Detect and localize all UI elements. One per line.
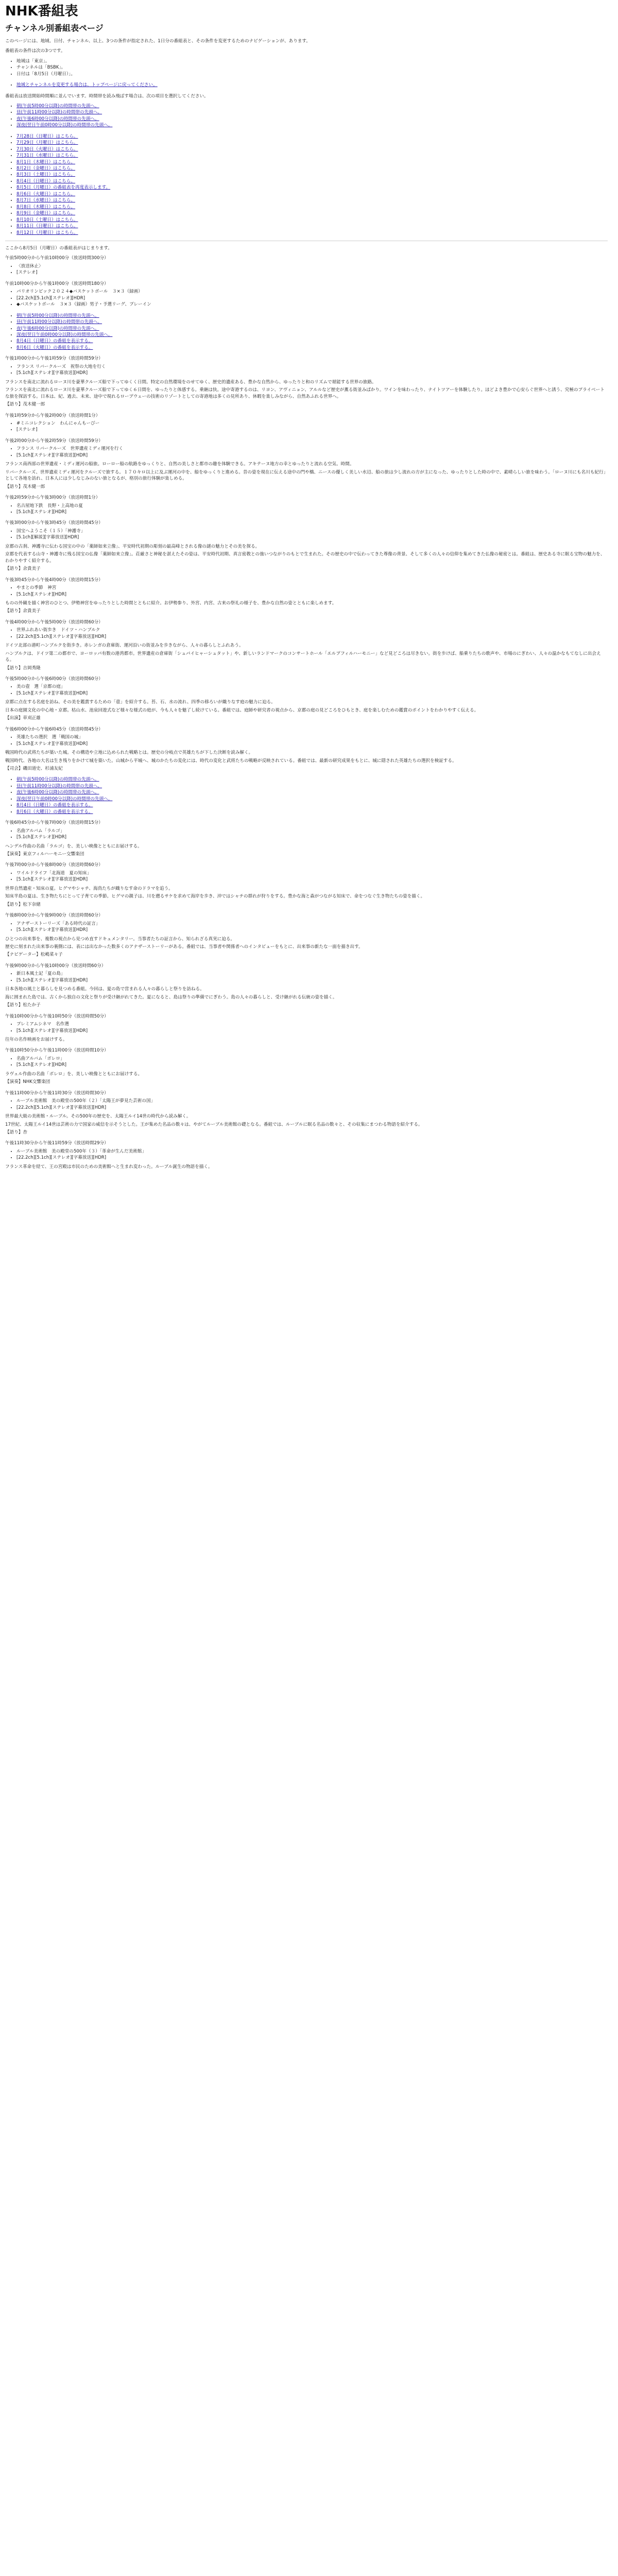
program-attributes — [5, 528, 608, 541]
program-time: 午後3時45分から午後4時00分（放送時間15分） — [5, 577, 103, 583]
date-link[interactable]: 8月10日（土曜日）はこちら。 — [16, 217, 78, 223]
program-attributes — [5, 734, 608, 747]
program-item — [5, 413, 608, 433]
program-attribute: • [5.1ch][ステレオ][HDR] — [16, 834, 608, 840]
program-title: • 〈放送休止〉 — [16, 263, 608, 269]
program-description: ひとつの出来事を、複数の視点から見つめ直すドキュメンタリー。当事者たちの証言から、知られざる真実に迫る。 — [5, 936, 235, 942]
list-item — [16, 178, 608, 184]
program-time: 午後10時00分から午後10時50分（放送時間50分） — [5, 1013, 109, 1019]
nav-link[interactable]: 深夜(翌日午前0時00分以降)の時間帯の先頭へ。 — [16, 332, 113, 337]
program-attribute: • [5.1ch][ステレオ][字幕放送][HDR] — [16, 452, 608, 459]
program-description: 京都に点在する名庭を訪ね、その美を鑑賞するための「壺」を紹介する。苔、石、水の流れ、四季の移ろいが織りなす庭の魅力に迫る。 — [5, 700, 276, 705]
current-settings-list — [5, 58, 608, 77]
program-description: 世界自然遺産・知床の夏。ヒグマやシャチ、海鳥たちが織りなす命のドラマを追う。 — [5, 886, 173, 891]
program-attribute: • [5.1ch][ステレオ][HDR] — [16, 591, 608, 598]
change-region-link[interactable]: 地域とチャンネルを変更する場合は、トップページに戻ってください。 — [16, 82, 158, 88]
program-description: 17世紀、太陽王ルイ14世は芸術の力で国家の威信を示そうとした。王が集めた名品の数々は、やがてルーブル美術館の礎となる。番組では、ルーブルに眠る名品の数々と、その収集にまつわる物語を紹介する。 — [5, 1122, 423, 1127]
time-link[interactable]: 昼(午前11時00分以降)の時間帯の先頭へ。 — [16, 110, 102, 115]
schedule-start: ここから8月5日（月曜日）の番組表がはじまります。 — [5, 246, 112, 251]
list-item — [16, 223, 608, 229]
list-item — [16, 197, 608, 204]
date-link[interactable]: 7月28日（日曜日）はこちら。 — [16, 133, 78, 139]
program-item — [5, 619, 608, 671]
program-description: 海に囲まれた島では、古くから独自の文化と祭りが受け継がれてきた。夏になると、島は祭りの準備でにぎわう。島の人々の暮らしと、受け継がれる伝統の姿を描く。 — [5, 994, 337, 1000]
program-title: • パリオリンピック２０２４◆バスケットボール ３×３（録画） — [16, 289, 608, 295]
date-links — [5, 133, 608, 236]
program-description: 【語り】茂木健一郎 — [5, 484, 45, 489]
list-item — [16, 789, 608, 795]
program-title: • フランス リバークルーズ 祝祭の大地を行く — [16, 364, 608, 370]
program-attributes — [5, 289, 608, 308]
program-item — [5, 281, 608, 308]
list-item — [16, 809, 608, 815]
program-item — [5, 862, 608, 908]
program-item — [5, 495, 608, 515]
program-title: • 名曲アルバム「ボレロ」 — [16, 1056, 608, 1062]
program-time: 午後7時00分から午後8時00分（放送時間60分） — [5, 862, 103, 868]
program-description: 日本の庭園文化の中心地・京都。枯山水、池泉回遊式など様々な様式の庭が、今も人々を魅了し続けている。番組では、庭師や研究者の視点から、京都の庭の見どころをひもとき、庭を楽しむための鑑賞のポイントをわかりやすく伝える。 — [5, 707, 479, 713]
list-item — [16, 230, 608, 236]
program-title: • 国宝へようこそ（１５）「神護寺」 — [16, 528, 608, 534]
time-link[interactable]: 夜(午後6時00分以降)の時間帯の先頭へ。 — [16, 116, 99, 122]
program-item — [5, 820, 608, 857]
setting-region: • 地域は「東京」。 — [16, 58, 608, 64]
setting-date: • 日付は「8月5日（月曜日）」。 — [16, 71, 608, 77]
program-attributes — [5, 1098, 608, 1111]
program-item — [5, 1140, 608, 1170]
program-description: ものの外観を描く神宮のひとつ、伊勢神宮をゆったりとした時間とともに紹介。お伊勢参り、外宮、内宮、古来の祭礼の様子を、豊かな自然の姿とともに楽しめます。 — [5, 600, 337, 606]
list-item — [16, 133, 608, 140]
list-item — [16, 332, 608, 338]
program-attributes — [5, 585, 608, 598]
list-item — [16, 146, 608, 152]
program-time: 午後6時45分から午後7時00分（放送時間15分） — [5, 820, 103, 826]
program-description: フランス革命を経て、王の宮殿は市民のための美術館へと生まれ変わった。ルーブル誕生の物語を描く。 — [5, 1164, 213, 1170]
list-item — [16, 140, 608, 146]
program-title: • ルーブル美術館 美の殿堂の500年（２）「太陽王が夢見た芸術の国」 — [16, 1098, 608, 1104]
program-title: • アナザーストーリーズ「ある時代の証言」 — [16, 921, 608, 927]
program-time: 午後1時00分から午後1時59分（放送時間59分） — [5, 356, 103, 362]
page-heading: チャンネル別番組表ページ — [5, 23, 104, 33]
program-title: • やまとの季節 神宮 — [16, 585, 608, 591]
list-item — [16, 116, 608, 122]
program-item — [5, 726, 608, 772]
program-time: 午前10時00分から午後1時00分（放送時間180分） — [5, 281, 109, 286]
program-attribute: • [5.1ch][ステレオ][字幕放送][HDR] — [16, 876, 608, 883]
program-description: ヘンデル作曲の名曲「ラルゴ」を、美しい映像とともにお届けする。 — [5, 843, 142, 849]
date-link[interactable]: 8月3日（土曜日）はこちら。 — [16, 172, 76, 178]
program-description: フランス南西部の世界遺産・ミディ運河の船旅。ローロー船の航路をゆっくりと、自然の美しさと都市の趣を体験できる。アキテーヌ地方の幸とゆったりと流れる空気、時間。 — [5, 462, 354, 467]
program-time: 午後2時59分から午後3時00分（放送時間1分） — [5, 495, 100, 501]
list-item — [16, 109, 608, 115]
program-attributes — [5, 503, 608, 516]
program-description: 【ナビゲーター】松嶋菜々子 — [5, 952, 63, 958]
nav-link[interactable]: 夜(午後6時00分以降)の時間帯の先頭へ。 — [16, 326, 99, 331]
date-link[interactable]: 8月1日（木曜日）はこちら。 — [16, 159, 76, 165]
program-attributes — [5, 1021, 608, 1034]
program-description: 京都の古刹、神護寺に伝わる国宝の中の「薬師如来立像」、平安時代初期の彫刻の最高峰とされる像の謎の魅力とその美を探る。 — [5, 544, 260, 549]
date-link[interactable]: 7月31日（水曜日）はこちら。 — [16, 153, 78, 159]
program-title: • プレミアムシネマ 名作選 — [16, 1021, 608, 1027]
date-note: 番組表は放送開始時間順に並んでいます。時間帯を読み飛ばす場合は、次の項目を選択してください。 — [5, 93, 209, 99]
program-title: • 名曲アルバム「ラルゴ」 — [16, 828, 608, 834]
nav-link[interactable]: 8月6日（火曜日）の番組を表示する。 — [16, 345, 93, 350]
date-link[interactable]: 8月6日（火曜日）はこちら。 — [16, 191, 76, 197]
nav-link[interactable]: 朝(午前5時00分以降)の時間帯の先頭へ。 — [16, 313, 99, 318]
program-time: 午後11時00分から午後11時30分（放送時間30分） — [5, 1090, 109, 1096]
date-link[interactable]: 8月4日（日曜日）はこちら。 — [16, 178, 76, 184]
program-attribute: • [5.1ch][ステレオ][HDR] — [16, 1062, 608, 1068]
program-attributes — [5, 921, 608, 934]
program-attribute: • [22.2ch][5.1ch][ステレオ][字幕放送][HDR] — [16, 1105, 608, 1111]
nav-link[interactable]: 夜(午後6時00分以降)の時間帯の先頭へ。 — [16, 790, 99, 795]
program-description: 【演奏】東京フィルハーモニー交響楽団 — [5, 852, 84, 857]
time-link[interactable]: 深夜(翌日午前0時00分以降)の時間帯の先頭へ。 — [16, 123, 113, 128]
time-links-top — [5, 103, 608, 129]
program-item — [5, 438, 608, 490]
program-description: 日本各地の風土と暮らしを見つめる番組。今回は、夏の島で営まれる人々の暮らしと祭りを訪ねる。 — [5, 987, 204, 992]
program-attributes — [5, 420, 608, 433]
list-item — [16, 184, 608, 191]
program-attribute: • [ステレオ] — [16, 269, 608, 276]
program-attribute: • [5.1ch][ステレオ][字幕放送][HDR] — [16, 741, 608, 747]
nav-link[interactable]: 朝(午前5時00分以降)の時間帯の先頭へ。 — [16, 777, 99, 783]
program-item — [5, 355, 608, 408]
program-attribute: • ◆バスケットボール ３×３（録画）男子・予選リーグ、プレーイン — [16, 301, 608, 308]
program-attributes — [5, 1056, 608, 1069]
program-time: 午前5時00分から午前10時00分（放送時間300分） — [5, 256, 109, 261]
nav-link[interactable]: 深夜(翌日午前0時00分以降)の時間帯の先頭へ。 — [16, 796, 113, 802]
program-time: 午後4時00分から午後5時00分（放送時間60分） — [5, 619, 103, 625]
list-item — [16, 165, 608, 172]
program-description: 【語り】杏 — [5, 1129, 27, 1135]
program-attribute: • [ステレオ] — [16, 427, 608, 433]
program-description: 【語り】松たか子 — [5, 1003, 41, 1008]
program-attribute: • [5.1ch][ステレオ][字幕放送][HDR] — [16, 927, 608, 933]
program-title: • ルーブル美術館 美の殿堂の500年（３）「革命が生んだ美術館」 — [16, 1148, 608, 1155]
list-item — [16, 103, 608, 109]
program-attributes — [5, 627, 608, 640]
intro-text: このページには、地域、日付、チャンネル、以上、3つの条件が指定された、1日分の番組表と、その条件を変更するためのナビゲーションが、あります。 — [5, 38, 311, 44]
list-item — [16, 191, 608, 197]
program-attributes — [5, 263, 608, 276]
date-link[interactable]: 8月2日（金曜日）はこちら。 — [16, 166, 76, 172]
program-title: • 名古屋地下鉄 長野・上高地の夏 — [16, 503, 608, 509]
program-title: • #ミニコレクション わんにゃんもーびー — [16, 420, 608, 427]
program-item — [5, 520, 608, 572]
program-time: 午後10時50分から午後11時00分（放送時間10分） — [5, 1048, 109, 1054]
date-link[interactable]: 7月30日（火曜日）はこちら。 — [16, 146, 78, 152]
nav-link[interactable]: 8月4日（日曜日）の番組を表示する。 — [16, 803, 93, 808]
program-time: 午後1時59分から午後2時00分（放送時間1分） — [5, 413, 100, 418]
settings-heading: 番組表の条件は次の3つです。 — [5, 48, 65, 54]
list-item — [16, 796, 608, 802]
date-link[interactable]: 8月12日（月曜日）はこちら。 — [16, 230, 78, 235]
program-time: 午後5時00分から午後6時00分（放送時間60分） — [5, 676, 103, 682]
program-description: 京都を代表する山寺・神護寺に残る国宝の仏像「薬師如来立像」。荘厳さと神秘を湛えたその姿は、平安時代初期、真言密教との強いつながりのもとで生まれた。その歴史の中で伝わってきた尊像の背景、そして多くの人々の信仰を集めてきた仏像の秘密とは。番組は、歴史ある寺に眠る宝物の魅力を、わかりやすく紹介する。 — [5, 552, 605, 564]
programs-segment-5 — [5, 1013, 608, 1171]
change-link-list — [5, 82, 608, 88]
nav-block-2 — [5, 776, 608, 815]
program-title: • 美の壺 選「京都の庭」 — [16, 684, 608, 690]
program-attribute: • [5.1ch][ステレオ][字幕放送][HDR] — [16, 370, 608, 376]
program-time: 午後2時00分から午後2時59分（放送時間59分） — [5, 438, 103, 444]
program-description: 知床半島の夏は、生き物たちにとって子育ての季節。ヒグマの親子は、川を遡るサケを求めて海岸を歩き、沖ではシャチの群れが狩りをする。豊かな海と森がつながる知床で、命をつなぐ生き物たちの姿を描く。 — [5, 894, 425, 900]
program-attribute: • [5.1ch][ステレオ][字幕放送][HDR] — [16, 977, 608, 984]
list-item — [16, 783, 608, 789]
programs-segment-2 — [5, 355, 608, 671]
program-description: リバークルーズ、世界遺産ミディ運河をクルーズで旅する。１７０キロ以上に及ぶ運河の中を、船をゆっくりと進める。昔の姿を現在に伝える途中の門や橋、ニースの優しく美しい水辺、船の旅は少し流れの方が主になった、ゆったりとした時の中で、素晴らしい旅を味わう。「ローヌ川にも名川も紀行」として各地を訪れ、日本人には少しなじみのない旅となるが、格別の旅行体験が楽しめる。 — [5, 469, 606, 482]
list-item — [16, 122, 608, 128]
program-time: 午後9時00分から午後10時00分（放送時間60分） — [5, 963, 106, 969]
program-item — [5, 1013, 608, 1043]
site-title: NHK番組表 — [5, 4, 78, 19]
nav-link[interactable]: 8月6日（火曜日）の番組を表示する。 — [16, 809, 93, 815]
program-description: 戦国時代の武将たちが築いた城。その構造や立地に込められた戦略とは。歴史の分岐点で英雄たちが下した決断を読み解く。 — [5, 750, 253, 756]
list-item — [16, 152, 608, 159]
program-description: フランスを南北に流れるローヌ川を豪華クルーズ船で下ってゆくく日間。特定の自然環境をのせてゆく、歴史的遺産ある、豊かな自然から、ゆったりと和のリズムで堪能する世界の旅路。 — [5, 379, 376, 385]
program-description: 【語り】余貴美子 — [5, 566, 41, 572]
program-description: 【司会】磯田道史、杉浦友紀 — [5, 766, 63, 772]
list-item — [16, 210, 608, 216]
nav-block-1 — [5, 313, 608, 351]
program-description: ハンブルクは、ドイツ第二の都市で、ヨーロッパ有数の港湾都市。世界遺産の倉庫街「シュパイヒャーシュタット」や、新しいランドマークのコンサートホール「エルプフィルハーモニー」など見どころは尽きない。街を歩けば、船乗りたちの歌声や、市場のにぎわい、人々の温かなもてなしに出会える。 — [5, 651, 601, 663]
program-title: • 英雄たちの選択 選「戦国の城」 — [16, 734, 608, 740]
program-description: 【語り】松下奈緒 — [5, 902, 41, 907]
program-description: 【語り】茂木健一郎 — [5, 402, 45, 408]
program-attributes — [5, 870, 608, 883]
program-description: フランスを南北に流れるローヌ川を豪華クルーズ船で下ってゆく６日間を、ゆったりと体感する。乗継は快。途中寄港するのは、リヨン、アヴィニョン、アルルなど歴史が薫る街並みばかり。ワインを味わったり、ナイトツアーを体験したり。ほどよき豊かで心安らぐ世界へと誘う、究極のプライベートな旅を探訪する。日本は、紀、過去、未来、途中で現れるロープウェーの技術のリゾートとしての寄港地は多くの見所あり、休暇を楽しみながら、自然あふれる世界へ。 — [5, 387, 605, 399]
program-item — [5, 676, 608, 722]
program-item — [5, 963, 608, 1009]
list-item — [16, 345, 608, 351]
program-attributes — [5, 364, 608, 377]
date-link[interactable]: 7月29日（月曜日）はこちら。 — [16, 140, 78, 146]
program-description: ラヴェル作曲の名曲「ボレロ」を、美しい映像とともにお届けする。 — [5, 1071, 143, 1077]
program-attributes — [5, 1148, 608, 1161]
list-item — [16, 338, 608, 344]
program-attributes — [5, 828, 608, 841]
program-attribute: • [5.1ch][ステレオ][字幕放送][HDR] — [16, 1028, 608, 1034]
list-item — [16, 217, 608, 223]
programs-segment-4 — [5, 820, 608, 1008]
setting-channel: • チャンネルは「BSBK」。 — [16, 64, 608, 71]
program-attribute: • [5.1ch][ステレオ][字幕放送][HDR] — [16, 690, 608, 697]
program-item — [5, 912, 608, 958]
program-attributes — [5, 684, 608, 697]
program-description: ドイツ北部の港町ハンブルクを街歩き。赤レンガの倉庫街、運河沿いの街並みを歩きながら、人々の暮らしとふれあう。 — [5, 643, 244, 649]
program-item — [5, 255, 608, 276]
list-item — [16, 172, 608, 178]
program-attributes — [5, 446, 608, 459]
program-description: 【出演】草刈正雄 — [5, 716, 41, 721]
date-link[interactable]: 8月9日（金曜日）はこちら。 — [16, 211, 76, 216]
program-description: 世界最大級の美術館・ルーブル。その500年の歴史を、太陽王ルイ14世の時代から読み解く。 — [5, 1114, 191, 1120]
programs-segment-1 — [5, 255, 608, 308]
programs-segment-3 — [5, 676, 608, 772]
nav-link[interactable]: 昼(午前11時00分以降)の時間帯の先頭へ。 — [16, 783, 102, 789]
program-attribute: • [22.2ch][5.1ch][ステレオ][HDR] — [16, 295, 608, 301]
program-time: 午後11時30分から午後11時59分（放送時間29分） — [5, 1141, 109, 1146]
program-description: 【演奏】NHK交響楽団 — [5, 1079, 50, 1085]
program-title: • 世界ふれあい街歩き ドイツ・ハンブルク — [16, 627, 608, 633]
program-time: 午後6時00分から午後6時45分（放送時間45分） — [5, 726, 103, 732]
list-item — [16, 326, 608, 332]
program-attributes — [5, 971, 608, 984]
nav-link[interactable]: 昼(午前11時00分以降)の時間帯の先頭へ。 — [16, 319, 102, 325]
program-title: • 新日本風土記「夏の島」 — [16, 971, 608, 977]
program-description: 往年の名作映画をお届けする。 — [5, 1037, 67, 1042]
list-item — [16, 319, 608, 325]
date-link[interactable]: 8月5日（月曜日）の番組表を再度表示します。 — [16, 185, 111, 191]
program-attribute: • [22.2ch][5.1ch][ステレオ][字幕放送][HDR] — [16, 634, 608, 640]
program-attribute: • [5.1ch][解説][字幕放送][HDR] — [16, 534, 608, 540]
list-item — [16, 159, 608, 165]
date-link[interactable]: 8月11日（日曜日）はこちら。 — [16, 224, 78, 229]
program-time: 午後8時00分から午後9時00分（放送時間60分） — [5, 913, 103, 919]
program-attribute: • [22.2ch][5.1ch][ステレオ][字幕放送][HDR] — [16, 1155, 608, 1161]
program-description: 【語り】余貴美子 — [5, 608, 41, 614]
list-item — [16, 313, 608, 319]
program-description: 歴史に刻まれた出来事の裏側には、表には出なかった数多くのアナザーストーリーがある。番組では、当事者や関係者へのインタビューをもとに、出来事の新たな一面を描き出す。 — [5, 944, 363, 950]
program-attribute: • [5.1ch][ステレオ][HDR] — [16, 509, 608, 515]
list-item — [16, 802, 608, 808]
program-description: 戦国時代、各地の大名は生き残りをかけて城を築いた。山城から平城へ、城のかたちの変化には、時代の変化と武将たちの戦略が反映されている。番組では、最新の研究成果をもとに、城に隠された英雄たちの選択を検証する。 — [5, 758, 457, 764]
program-item — [5, 577, 608, 615]
program-title: • ワイルドライフ「北海道 夏の知床」 — [16, 870, 608, 876]
time-link[interactable]: 朝(午前5時00分以降)の時間帯の先頭へ。 — [16, 103, 99, 109]
program-title: • フランス リバークルーズ 世界遺産ミディ運河を行く — [16, 446, 608, 452]
program-item — [5, 1090, 608, 1136]
program-time: 午後3時00分から午後3時45分（放送時間45分） — [5, 520, 103, 526]
program-item — [5, 1047, 608, 1085]
date-link[interactable]: 8月8日（木曜日）はこちら。 — [16, 204, 76, 210]
date-link[interactable]: 8月7日（水曜日）はこちら。 — [16, 198, 76, 204]
list-item — [16, 776, 608, 783]
program-description: 【語り】吉岡秀隆 — [5, 665, 41, 671]
list-item — [16, 204, 608, 210]
nav-link[interactable]: 8月4日（日曜日）の番組を表示する。 — [16, 338, 93, 344]
